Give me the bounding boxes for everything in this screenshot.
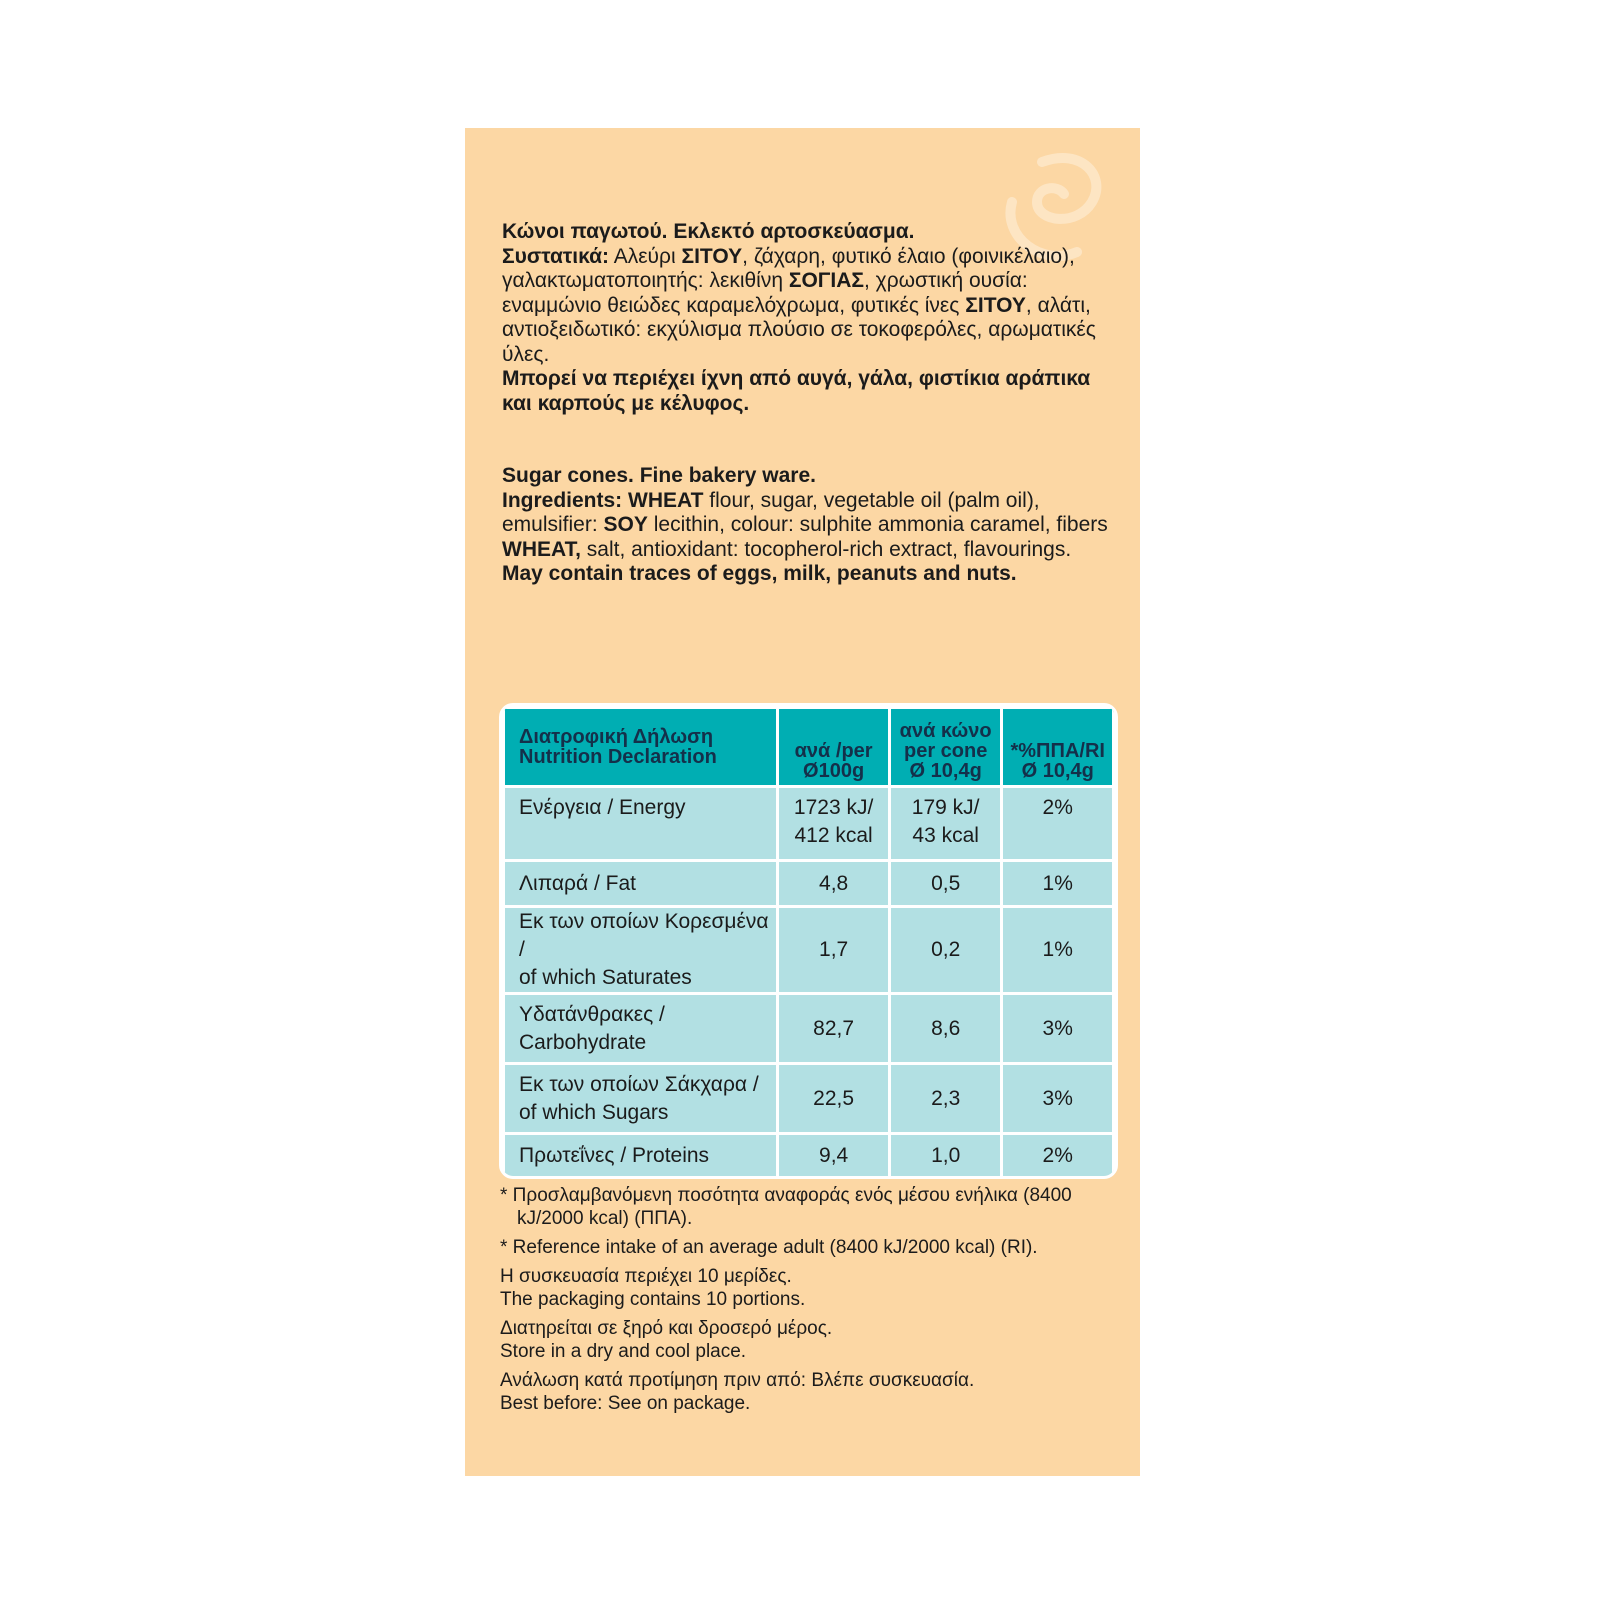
value-per-cone: 2,3 bbox=[889, 1064, 1002, 1134]
value-ri-percent bbox=[1002, 1178, 1114, 1180]
value-per-100g: 1723 kJ/ 412 kcal bbox=[778, 787, 890, 861]
table-row bbox=[504, 861, 1114, 907]
ri-footnote-english: * Reference intake of an average adult (8400 kJ/2000 kcal) (RI). bbox=[500, 1237, 1038, 1258]
header-per-cone: ανά κώνο per cone Ø 10,4g bbox=[889, 708, 1002, 787]
nutrition-table bbox=[499, 703, 1118, 1179]
ri-footnote-greek: * Προσλαμβανόμενη ποσότητα αναφοράς ενός μέσου ενήλικα (8400 kJ/2000 kcal) (ΠΠΑ). bbox=[500, 1185, 1072, 1229]
value-per-cone: 8,6 bbox=[889, 994, 1002, 1064]
header-nutrition-declaration: Διατροφική Δήλωση Nutrition Declaration bbox=[504, 708, 778, 787]
table-row bbox=[504, 1064, 1114, 1134]
greek-title: Κώνοι παγωτού. Εκλεκτό αρτοσκεύασμα. bbox=[502, 220, 915, 243]
nutrient-name: Εκ των οποίων Σάκχαρα / of which Sugars bbox=[504, 1064, 778, 1134]
value-ri-percent: 2% bbox=[1002, 1134, 1114, 1178]
nutrient-name: Εκ των οποίων Κορεσμένα / of which Saturates bbox=[504, 907, 778, 994]
storage-note: Διατηρείται σε ξηρό και δροσερό μέρος. Store in a dry and cool place. bbox=[500, 1318, 833, 1362]
english-title: Sugar cones. Fine bakery ware. bbox=[502, 464, 816, 487]
header-reference-intake: *%ΠΠΑ/RI Ø 10,4g bbox=[1002, 708, 1114, 787]
table-row bbox=[504, 787, 1114, 861]
value-ri-percent: 3% bbox=[1002, 1064, 1114, 1134]
value-ri-percent: 1% bbox=[1002, 907, 1114, 994]
value-per-100g: 1,7 bbox=[778, 907, 890, 994]
greek-ingredients-block bbox=[502, 220, 1112, 416]
product-label-panel bbox=[465, 128, 1140, 1476]
value-per-cone: 0,5 bbox=[889, 861, 1002, 907]
best-before-note: Ανάλωση κατά προτίμηση πριν από: Βλέπε συσκευασία. Best before: See on package. bbox=[500, 1370, 975, 1414]
table-row bbox=[504, 1134, 1114, 1178]
value-per-cone: 1,0 bbox=[889, 1134, 1002, 1178]
value-per-cone: 179 kJ/ 43 kcal bbox=[889, 787, 1002, 861]
value-per-cone bbox=[889, 1178, 1002, 1180]
value-per-100g: 22,5 bbox=[778, 1064, 890, 1134]
nutrient-name: Υδατάνθρακες / Carbohydrate bbox=[504, 994, 778, 1064]
value-ri-percent: 1% bbox=[1002, 861, 1114, 907]
footnotes-block bbox=[500, 1184, 1120, 1421]
value-per-100g: 82,7 bbox=[778, 994, 890, 1064]
value-per-100g bbox=[778, 1178, 890, 1180]
nutrient-name: Ενέργεια / Energy bbox=[504, 787, 778, 861]
table-row bbox=[504, 907, 1114, 994]
nutrition-header-row bbox=[504, 708, 1114, 787]
header-per-100g: ανά /per Ø100g bbox=[778, 708, 890, 787]
value-per-cone: 0,2 bbox=[889, 907, 1002, 994]
nutrient-name: Λιπαρά / Fat bbox=[504, 861, 778, 907]
value-per-100g: 9,4 bbox=[778, 1134, 890, 1178]
greek-ingredients: Συστατικά: Αλεύρι ΣΙΤΟΥ, ζάχαρη, φυτικό έλαιο (φοινικέλαιο), γαλακτωματοποιητής: λεκιθίνη ΣΟΓΙΑΣ, χρωστική ουσία: εναμμώνιο θειώδες καραμελόχρωμα, φυτικές ίνες ΣΙΤΟΥ, αλάτι, αντιοξειδωτικό: εκχύλισμα πλούσιο σε τοκοφερόλες, αρωματικές ύλες. bbox=[502, 244, 1096, 366]
nutrient-name: Πρωτεΐνες / Proteins bbox=[504, 1134, 778, 1178]
english-ingredients-block bbox=[502, 464, 1112, 587]
value-per-100g: 4,8 bbox=[778, 861, 890, 907]
table-row bbox=[504, 994, 1114, 1064]
english-ingredients: Ingredients: WHEAT flour, sugar, vegetable oil (palm oil), emulsifier: SOY lecithin, colour: sulphite ammonia caramel, fibers WHEAT, salt, antioxidant: tocopherol-rich extract, flavourings. bbox=[502, 488, 1108, 561]
greek-allergen-warning: Μπορεί να περιέχει ίχνη από αυγά, γάλα, φιστίκια αράπικα και καρπούς με κέλυφος. bbox=[502, 367, 1091, 415]
value-ri-percent: 3% bbox=[1002, 994, 1114, 1064]
nutrient-name bbox=[504, 1178, 778, 1180]
portions-note: Η συσκευασία περιέχει 10 μερίδες. The packaging contains 10 portions. bbox=[500, 1266, 806, 1310]
value-ri-percent: 2% bbox=[1002, 787, 1114, 861]
english-allergen-warning: May contain traces of eggs, milk, peanuts and nuts. bbox=[502, 562, 1017, 585]
table-row bbox=[504, 1178, 1114, 1180]
